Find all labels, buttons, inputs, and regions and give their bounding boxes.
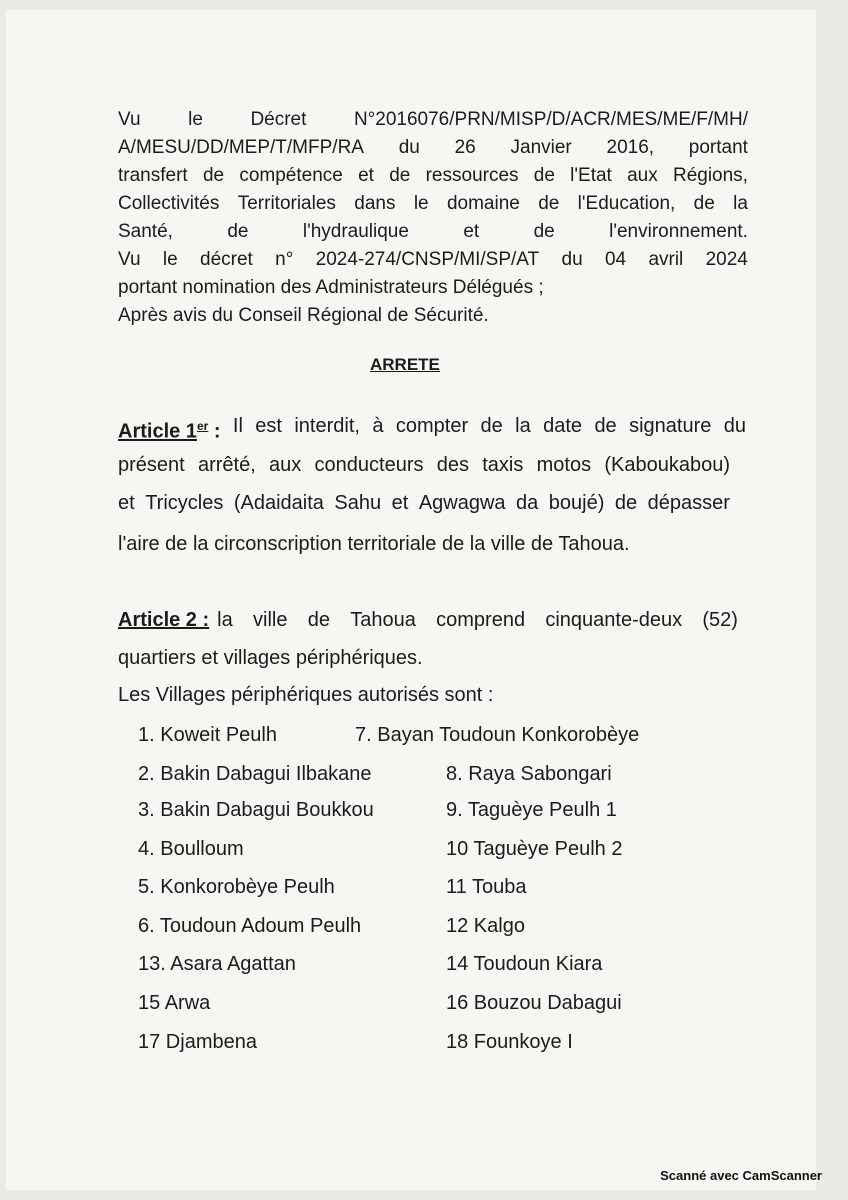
preamble-line: Santé, de l'hydraulique et de l'environnement. — [118, 221, 748, 242]
list-item: 13. Asara Agattan — [138, 953, 296, 975]
list-item: 17 Djambena — [138, 1031, 257, 1053]
preamble-line: Après avis du Conseil Régional de Sécurité. — [118, 305, 489, 326]
camscanner-footer: Scanné avec CamScanner — [660, 1168, 822, 1183]
villages-intro: Les Villages périphériques autorisés sont : — [118, 684, 494, 706]
list-item: 2. Bakin Dabagui Ilbakane — [138, 763, 372, 785]
article-2-title: Article 2 : — [118, 609, 210, 631]
list-item: 9. Taguèye Peulh 1 — [446, 799, 617, 821]
list-item: 18 Founkoye I — [446, 1031, 573, 1053]
preamble-line: Vu le décret n° 2024-274/CNSP/MI/SP/AT du 04 avril 2024 — [118, 249, 748, 270]
preamble-line: transfert de compétence et de ressources de l'Etat aux Régions, — [118, 165, 748, 186]
list-item: 15 Arwa — [138, 992, 211, 1014]
article-1-line: et Tricycles (Adaidaita Sahu et Agwagwa da boujé) de dépasser — [118, 492, 730, 514]
preamble-line: Vu le Décret N°2016076/PRN/MISP/D/ACR/MES/ME/F/MH/ — [118, 109, 748, 130]
article-1-line: présent arrêté, aux conducteurs des taxis motos (Kaboukabou) — [118, 454, 730, 476]
list-item: 12 Kalgo — [446, 915, 525, 937]
preamble-line: A/MESU/DD/MEP/T/MFP/RA du 26 Janvier 2016, portant — [118, 137, 748, 158]
article-2-first-line: Article 2 : la ville de Tahoua comprend cinquante-deux (52) — [118, 606, 738, 634]
preamble-line: portant nomination des Administrateurs Délégués ; — [118, 277, 544, 298]
list-item: 4. Boulloum — [138, 838, 244, 860]
list-item: 6. Toudoun Adoum Peulh — [138, 915, 362, 937]
list-item: 16 Bouzou Dabagui — [446, 992, 622, 1014]
list-item: 1. Koweit Peulh — [138, 724, 277, 746]
list-item: 10 Taguèye Peulh 2 — [446, 838, 623, 860]
list-item: 7. Bayan Toudoun Konkorobèye — [355, 724, 640, 746]
list-item: 3. Bakin Dabagui Boukkou — [138, 799, 374, 821]
article-1-line: l'aire de la circonscription territoriale de la ville de Tahoua. — [118, 533, 630, 555]
article-2-line: quartiers et villages périphériques. — [118, 647, 423, 669]
article-1-title: Article 1er : — [118, 419, 221, 443]
list-item: 14 Toudoun Kiara — [446, 953, 603, 975]
arrete-heading: ARRETE — [370, 355, 440, 374]
preamble-line: Collectivités Territoriales dans le domaine de l'Education, de la — [118, 193, 748, 214]
article-1-first-line: Article 1er : Il est interdit, à compter de la date de signature du — [118, 412, 746, 446]
list-item: 11 Touba — [446, 876, 527, 898]
list-item: 5. Konkorobèye Peulh — [138, 876, 335, 898]
list-item: 8. Raya Sabongari — [446, 763, 612, 785]
